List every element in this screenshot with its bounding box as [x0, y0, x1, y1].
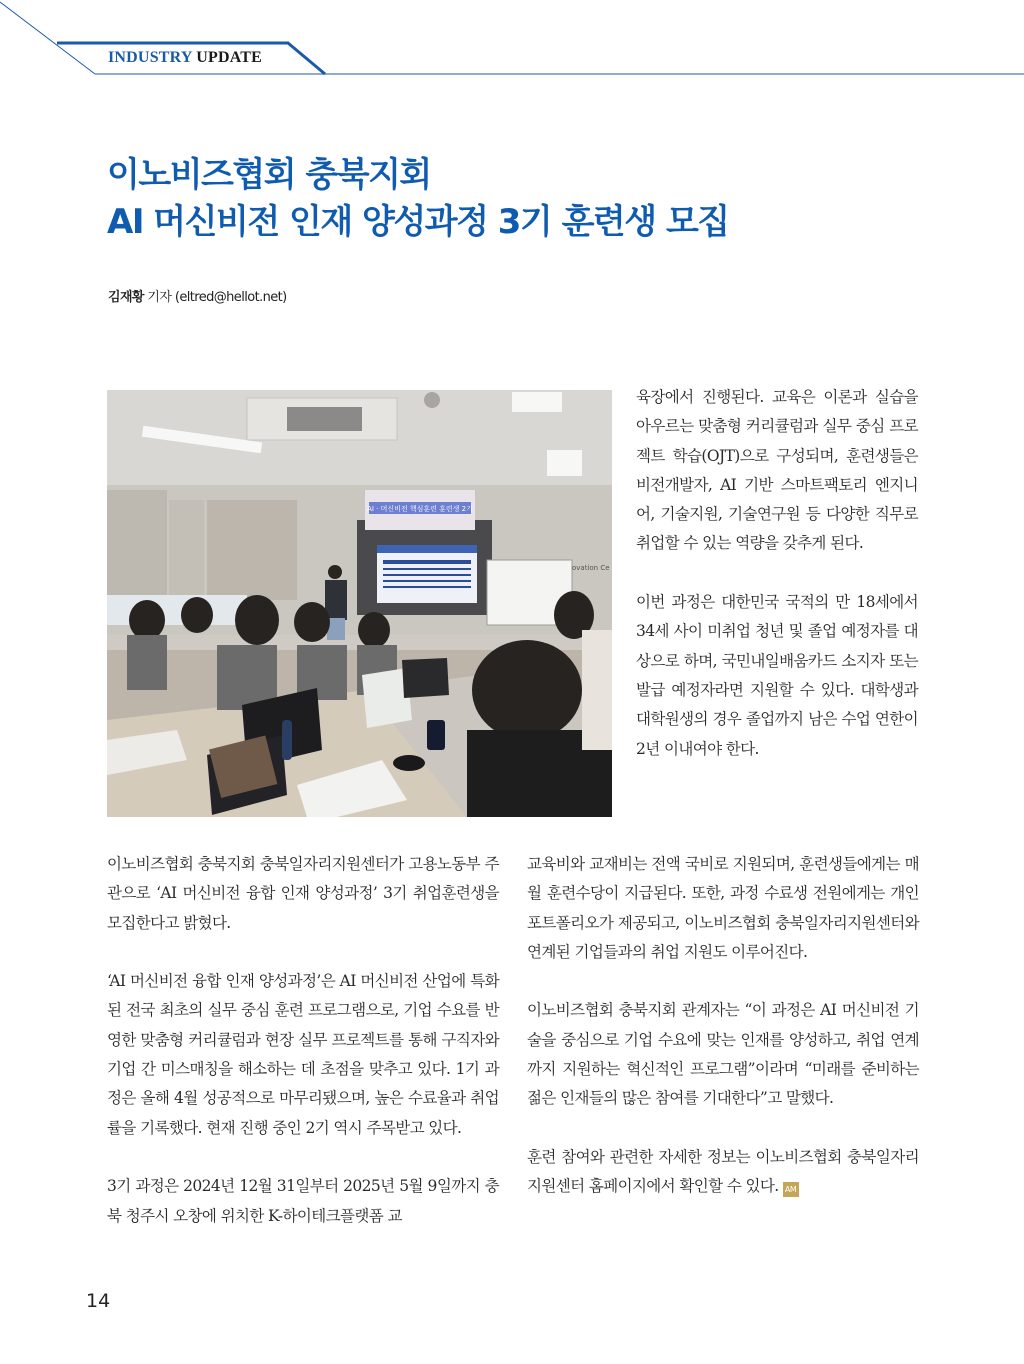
paragraph-last	[527, 1143, 919, 1202]
classroom-photo-illustration	[107, 390, 612, 817]
paragraph: ‘AI 머신비전 융합 인재 양성과정’은 AI 머신비전 산업에 특화된 전국 최초의 실무 중심 훈련 프로그램으로, 기업 수요를 반영한 맞춤형 커리큘럼과 현장 실무 프로젝트를 통해 구직자와 기업 간 미스매칭을 해소하는 데 초점을 맞추고 있다. 1기 과정은 올해 4월 성공적으로 마무리됐으며, 높은 수료율과 취업률을 기록했다. 현재 진행 중인 2기 역시 주목받고 있다.	[107, 972, 499, 1137]
section-header-frame	[0, 0, 1024, 90]
paragraph: 3기 과정은 2024년 12월 31일부터 2025년 5월 9일까지 충북 청주시 오창에 위치한 K-하이테크플랫폼 교	[107, 1177, 499, 1225]
article-column-right	[527, 850, 919, 1202]
end-mark-am-icon: AM	[783, 1182, 799, 1197]
page-number: 14	[86, 1290, 111, 1312]
title-line-2: AI 머신비전 인재 양성과정 3기 훈련생 모집	[107, 202, 729, 242]
banner-text: AI · 머신비전 핵심훈련 훈련생 2기	[367, 505, 473, 513]
article-photo	[107, 390, 612, 817]
paragraph: 교육비와 교재비는 전액 국비로 지원되며, 훈련생들에게는 매월 훈련수당이 지급된다. 또한, 과정 수료생 전원에게는 개인 포트폴리오가 제공되고, 이노비즈협회 충북일자리지원센터와 연계된 기업들과의 취업 지원도 이루어진다.	[527, 855, 919, 961]
article-column-left	[107, 850, 499, 1231]
wall-sign-text: ovation Ce	[572, 564, 610, 572]
section-label	[108, 49, 262, 67]
paragraph: 이번 과정은 대한민국 국적의 만 18세에서 34세 사이 미취업 청년 및 졸업 예정자를 대상으로 하며, 국민내일배움카드 소지자 또는 발급 예정자라면 지원할 수 있다. 대학생과 대학원생의 경우 졸업까지 남은 수업 연한이 2년 이내여야 한다.	[636, 593, 918, 758]
article-title	[107, 152, 927, 246]
paragraph-text: 훈련 참여와 관련한 자세한 정보는 이노비즈협회 충북일자리지원센터 홈페이지에서 확인할 수 있다.	[527, 1147, 919, 1196]
article-column-right-top	[636, 383, 918, 764]
title-line-1: 이노비즈협회 충북지회	[107, 155, 431, 195]
section-label-word1: INDUSTRY	[108, 49, 193, 66]
paragraph: 이노비즈협회 충북지회 관계자는 “이 과정은 AI 머신비전 기술을 중심으로 기업 수요에 맞는 인재를 양성하고, 취업 연계까지 지원하는 혁신적인 프로그램”이라며 “미래를 준비하는 젊은 인재들의 많은 참여를 기대한다”고 말했다.	[527, 1001, 919, 1108]
author-role: 기자 (eltred@hellot.net)	[147, 290, 287, 305]
author-name: 김재황	[108, 290, 144, 305]
paragraph: 육장에서 진행된다. 교육은 이론과 실습을 아우르는 맞춤형 커리큘럼과 실무 중심 프로젝트 학습(OJT)으로 구성되며, 훈련생들은 비전개발자, AI 기반 스마트팩토리 엔지니어, 기술지원, 기술연구원 등 다양한 직무로 취업할 수 있는 역량을 갖추게 된다.	[636, 388, 918, 553]
paragraph: 이노비즈협회 충북지회 충북일자리지원센터가 고용노동부 주관으로 ‘AI 머신비전 융합 인재 양성과정’ 3기 취업훈련생을 모집한다고 밝혔다.	[107, 855, 499, 932]
byline	[108, 286, 287, 305]
section-label-word2: UPDATE	[196, 49, 263, 66]
